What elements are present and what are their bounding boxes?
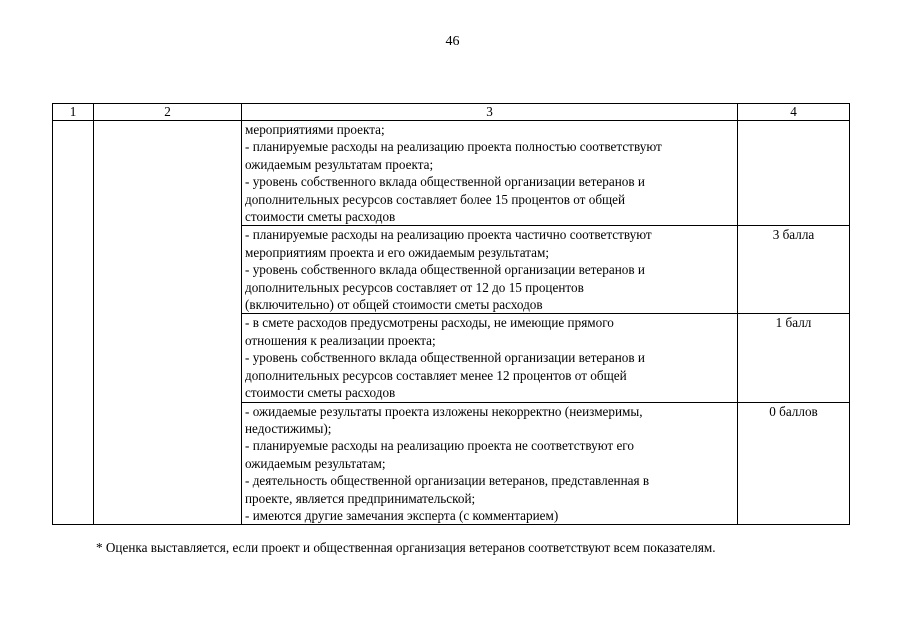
criteria-text-line: ожидаемым результатам; xyxy=(245,455,386,471)
criteria-text-cell xyxy=(242,121,738,226)
criteria-text-line: - планируемые расходы на реализацию проекта частично соответствуют xyxy=(245,227,652,243)
criteria-text-line: мероприятиями проекта; xyxy=(245,122,385,137)
criteria-text-line: - планируемые расходы на реализацию проекта не соответствуют его xyxy=(245,438,634,454)
table-row xyxy=(53,121,850,226)
criteria-text-line: - имеются другие замечания эксперта (с комментарием) xyxy=(245,507,559,523)
score-cell: 0 баллов xyxy=(738,402,850,525)
score-cell: 3 балла xyxy=(738,226,850,314)
criteria-text-line: - уровень собственного вклада общественной организации ветеранов и xyxy=(245,262,645,278)
table-header-row xyxy=(53,104,850,121)
criteria-text-line: ожидаемым результатам проекта; xyxy=(245,156,434,172)
criteria-text-line: (включительно) от общей стоимости сметы расходов xyxy=(245,297,543,313)
criteria-text-line: - ожидаемые результаты проекта изложены некорректно (неизмеримы, xyxy=(245,403,643,419)
criteria-text-line: отношения к реализации проекта; xyxy=(245,332,436,348)
header-cell-1: 1 xyxy=(53,104,94,121)
criteria-text-line: стоимости сметы расходов xyxy=(245,209,396,225)
footnote: * Оценка выставляется, если проект и общественная организация ветеранов соответствуют всем показателям. xyxy=(96,540,716,555)
empty-cell-col-1 xyxy=(53,121,94,525)
criteria-text-line: дополнительных ресурсов составляет менее 12 процентов от общей xyxy=(245,367,627,383)
criteria-text-line: - уровень собственного вклада общественной организации ветеранов и xyxy=(245,350,645,366)
criteria-text-line: мероприятиям проекта и его ожидаемым результатам; xyxy=(245,244,549,260)
criteria-text-line: - уровень собственного вклада общественной организации ветеранов и xyxy=(245,174,645,190)
criteria-table xyxy=(52,103,850,525)
score-cell: 1 балл xyxy=(738,314,850,402)
page-number: 46 xyxy=(445,34,460,49)
criteria-text-line: проекте, является предпринимательской; xyxy=(245,490,476,506)
criteria-text-line: - деятельность общественной организации ветеранов, представленная в xyxy=(245,473,650,489)
criteria-text-line: недостижимы); xyxy=(245,420,332,436)
header-cell-4: 4 xyxy=(738,104,850,121)
header-cell-2: 2 xyxy=(94,104,242,121)
criteria-text-line: - планируемые расходы на реализацию проекта полностью соответствуют xyxy=(245,139,662,155)
criteria-text-cell xyxy=(242,402,738,525)
criteria-text-cell xyxy=(242,314,738,402)
criteria-text-cell xyxy=(242,226,738,314)
header-cell-3: 3 xyxy=(242,104,738,121)
score-cell xyxy=(738,121,850,226)
criteria-text-line: стоимости сметы расходов xyxy=(245,385,396,401)
criteria-text-line: дополнительных ресурсов составляет от 12 до 15 процентов xyxy=(245,279,584,295)
criteria-text-line: - в смете расходов предусмотрены расходы, не имеющие прямого xyxy=(245,315,614,331)
empty-cell-col-2 xyxy=(94,121,242,525)
criteria-text-line: дополнительных ресурсов составляет более 15 процентов от общей xyxy=(245,191,626,207)
